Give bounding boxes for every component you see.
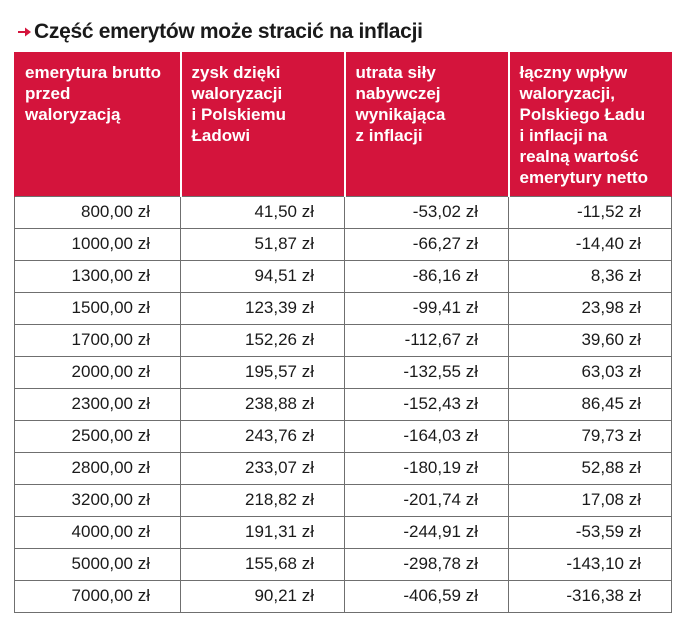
cell-inflation-loss: -406,59 zł bbox=[345, 580, 509, 612]
cell-indexation-gain: 243,76 zł bbox=[181, 420, 345, 452]
cell-indexation-gain: 233,07 zł bbox=[181, 452, 345, 484]
cell-total-impact: -14,40 zł bbox=[509, 228, 672, 260]
page-title: Część emerytów może stracić na inflacji bbox=[34, 20, 423, 43]
cell-total-impact: 39,60 zł bbox=[509, 324, 672, 356]
cell-indexation-gain: 41,50 zł bbox=[181, 196, 345, 228]
cell-inflation-loss: -164,03 zł bbox=[345, 420, 509, 452]
cell-total-impact: 86,45 zł bbox=[509, 388, 672, 420]
cell-inflation-loss: -132,55 zł bbox=[345, 356, 509, 388]
cell-indexation-gain: 94,51 zł bbox=[181, 260, 345, 292]
cell-total-impact: 17,08 zł bbox=[509, 484, 672, 516]
cell-pension-gross: 3200,00 zł bbox=[15, 484, 181, 516]
cell-indexation-gain: 51,87 zł bbox=[181, 228, 345, 260]
data-table bbox=[14, 52, 672, 613]
cell-indexation-gain: 191,31 zł bbox=[181, 516, 345, 548]
cell-total-impact: 79,73 zł bbox=[509, 420, 672, 452]
cell-inflation-loss: -86,16 zł bbox=[345, 260, 509, 292]
table-row bbox=[15, 580, 672, 612]
header-total-impact: łączny wpływ waloryzacji, Polskiego Ładu i inflacji na realną wartość emerytury netto bbox=[509, 52, 672, 196]
table-row bbox=[15, 324, 672, 356]
cell-indexation-gain: 195,57 zł bbox=[181, 356, 345, 388]
cell-total-impact: -316,38 zł bbox=[509, 580, 672, 612]
cell-indexation-gain: 238,88 zł bbox=[181, 388, 345, 420]
table-row bbox=[15, 228, 672, 260]
cell-indexation-gain: 90,21 zł bbox=[181, 580, 345, 612]
cell-indexation-gain: 155,68 zł bbox=[181, 548, 345, 580]
header-pension-gross: emerytura brutto przed waloryzacją bbox=[15, 52, 181, 196]
table-row bbox=[15, 260, 672, 292]
arrow-right-icon bbox=[18, 26, 31, 38]
cell-total-impact: 8,36 zł bbox=[509, 260, 672, 292]
cell-pension-gross: 4000,00 zł bbox=[15, 516, 181, 548]
cell-inflation-loss: -66,27 zł bbox=[345, 228, 509, 260]
cell-total-impact: 63,03 zł bbox=[509, 356, 672, 388]
cell-indexation-gain: 152,26 zł bbox=[181, 324, 345, 356]
table-row bbox=[15, 516, 672, 548]
cell-total-impact: 52,88 zł bbox=[509, 452, 672, 484]
cell-total-impact: 23,98 zł bbox=[509, 292, 672, 324]
table-row bbox=[15, 420, 672, 452]
table-row bbox=[15, 484, 672, 516]
title-row bbox=[18, 17, 423, 47]
table-row bbox=[15, 388, 672, 420]
cell-pension-gross: 1300,00 zł bbox=[15, 260, 181, 292]
cell-pension-gross: 800,00 zł bbox=[15, 196, 181, 228]
header-row bbox=[15, 52, 672, 196]
cell-inflation-loss: -99,41 zł bbox=[345, 292, 509, 324]
cell-total-impact: -143,10 zł bbox=[509, 548, 672, 580]
cell-inflation-loss: -201,74 zł bbox=[345, 484, 509, 516]
cell-indexation-gain: 123,39 zł bbox=[181, 292, 345, 324]
cell-pension-gross: 1000,00 zł bbox=[15, 228, 181, 260]
header-inflation-loss: utrata siły nabywczej wynikająca z inflacji bbox=[345, 52, 509, 196]
cell-total-impact: -53,59 zł bbox=[509, 516, 672, 548]
cell-inflation-loss: -244,91 zł bbox=[345, 516, 509, 548]
cell-inflation-loss: -298,78 zł bbox=[345, 548, 509, 580]
cell-inflation-loss: -112,67 zł bbox=[345, 324, 509, 356]
cell-pension-gross: 2000,00 zł bbox=[15, 356, 181, 388]
cell-pension-gross: 2300,00 zł bbox=[15, 388, 181, 420]
cell-pension-gross: 1500,00 zł bbox=[15, 292, 181, 324]
table-body bbox=[15, 196, 672, 612]
table-row bbox=[15, 356, 672, 388]
table-row bbox=[15, 196, 672, 228]
cell-pension-gross: 7000,00 zł bbox=[15, 580, 181, 612]
table-row bbox=[15, 548, 672, 580]
cell-inflation-loss: -152,43 zł bbox=[345, 388, 509, 420]
cell-pension-gross: 2800,00 zł bbox=[15, 452, 181, 484]
header-indexation-gain: zysk dzięki waloryzacji i Polskiemu Ładowi bbox=[181, 52, 345, 196]
cell-indexation-gain: 218,82 zł bbox=[181, 484, 345, 516]
cell-pension-gross: 1700,00 zł bbox=[15, 324, 181, 356]
cell-inflation-loss: -180,19 zł bbox=[345, 452, 509, 484]
table-row bbox=[15, 452, 672, 484]
cell-pension-gross: 2500,00 zł bbox=[15, 420, 181, 452]
cell-pension-gross: 5000,00 zł bbox=[15, 548, 181, 580]
cell-inflation-loss: -53,02 zł bbox=[345, 196, 509, 228]
table-header bbox=[15, 52, 672, 196]
cell-total-impact: -11,52 zł bbox=[509, 196, 672, 228]
table-row bbox=[15, 292, 672, 324]
